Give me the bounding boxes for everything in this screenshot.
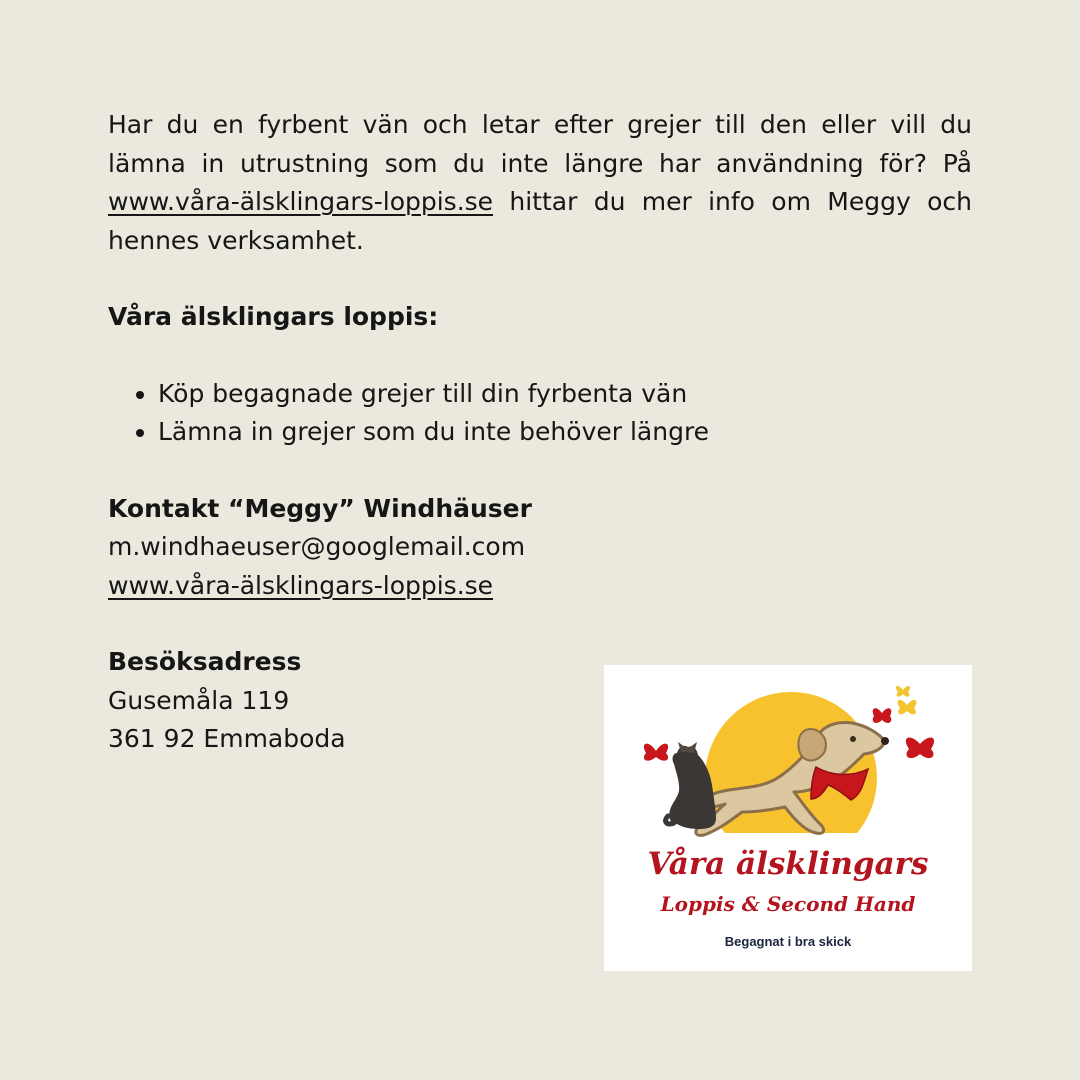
dog-ear-icon [798,729,826,761]
loppis-logo-illustration [604,665,972,971]
website-link-contact[interactable]: www.våra-älsklingars-loppis.se [108,570,494,600]
contact-heading: Kontakt “Meggy” Windhäuser [108,493,532,523]
logo-tagline: Begagnat i bra skick [724,934,852,949]
address-street: Gusemåla 119 [108,685,290,715]
contact-email: m.windhaeuser@googlemail.com [108,532,526,561]
butterfly-icon [644,744,668,761]
address-heading: Besöksadress [108,647,302,676]
intro-text-before: Har du en fyrbent vän och letar efter grejer till den eller vill du lämna in utrustning som du inte längre har användning för? På [108,110,972,178]
logo-title-line1: Våra älsklingars [647,846,929,882]
intro-text-after: hittar du mer info om Meggy och hennes verksamhet. [108,187,972,255]
butterfly-icon [873,708,892,723]
butterfly-icon [896,686,910,697]
loppis-heading: Våra älsklingars loppis: [108,302,439,331]
loppis-bullet-list [108,375,972,452]
cat-face-icon [678,742,697,753]
dog-nose-icon [881,737,889,745]
bullet-item-drop-off: • Lämna in grejer som du inte behöver längre [158,413,972,452]
address-postal-city: 361 92 Emmaboda [108,724,346,753]
dog-eye-icon [850,736,856,742]
website-link-inline[interactable]: www.våra-älsklingars-loppis.se [108,187,494,216]
butterfly-icon [906,738,934,759]
logo-title-line2: Loppis & Second Hand [660,892,916,916]
intro-paragraph [108,106,972,260]
info-text-block [108,106,972,759]
butterfly-icon [898,700,917,714]
logo-card [604,665,972,971]
bullet-item-buy: • Köp begagnade grejer till din fyrbenta vän [158,375,972,414]
